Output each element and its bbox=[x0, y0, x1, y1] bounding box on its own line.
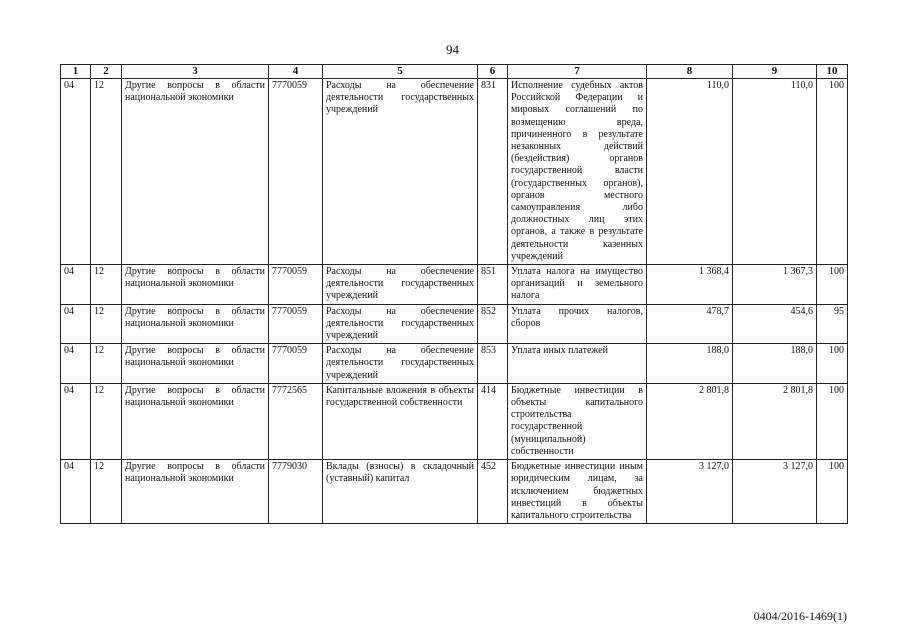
page-number: 94 bbox=[446, 42, 459, 57]
section-name: Другие вопросы в области национальной экономики bbox=[122, 265, 269, 305]
executed-amount: 110,0 bbox=[733, 79, 817, 265]
execution-percent: 100 bbox=[817, 265, 848, 305]
expense-type-code: 452 bbox=[478, 460, 508, 524]
target-article: 7770059 bbox=[269, 265, 323, 305]
execution-percent: 95 bbox=[817, 304, 848, 344]
subsection-code: 12 bbox=[91, 304, 122, 344]
expense-type-name: Исполнение судебных актов Российской Федерации и мировых соглашений по возмещению вреда, причиненного в результате незаконных действий (бездействия) органов государственной власти (государственных органов), органов местного самоуправления либо должностных лиц этих органов, а также в результате деятельности казенных учреждений bbox=[508, 79, 647, 265]
target-article-name: Капитальные вложения в объекты государственной собственности bbox=[323, 383, 478, 459]
target-article: 7770059 bbox=[269, 304, 323, 344]
expense-type-code: 852 bbox=[478, 304, 508, 344]
table-row bbox=[61, 304, 848, 344]
target-article: 7772565 bbox=[269, 383, 323, 459]
section-code: 04 bbox=[61, 304, 91, 344]
execution-percent: 100 bbox=[817, 79, 848, 265]
header-cell: 10 bbox=[817, 65, 848, 79]
subsection-code: 12 bbox=[91, 344, 122, 384]
planned-amount: 188,0 bbox=[647, 344, 733, 384]
target-article-name: Расходы на обеспечение деятельности государственных учреждений bbox=[323, 344, 478, 384]
executed-amount: 3 127,0 bbox=[733, 460, 817, 524]
section-code: 04 bbox=[61, 79, 91, 265]
section-name: Другие вопросы в области национальной экономики bbox=[122, 460, 269, 524]
target-article-name: Расходы на обеспечение деятельности государственных учреждений bbox=[323, 265, 478, 305]
table-row bbox=[61, 79, 848, 265]
header-cell: 4 bbox=[269, 65, 323, 79]
planned-amount: 3 127,0 bbox=[647, 460, 733, 524]
header-cell: 2 bbox=[91, 65, 122, 79]
target-article-name: Вклады (взносы) в складочный (уставный) капитал bbox=[323, 460, 478, 524]
section-code: 04 bbox=[61, 383, 91, 459]
table-row bbox=[61, 265, 848, 305]
section-name: Другие вопросы в области национальной экономики bbox=[122, 79, 269, 265]
header-cell: 6 bbox=[478, 65, 508, 79]
expense-type-code: 831 bbox=[478, 79, 508, 265]
subsection-code: 12 bbox=[91, 79, 122, 265]
target-article: 7770059 bbox=[269, 344, 323, 384]
header-cell: 1 bbox=[61, 65, 91, 79]
table-row bbox=[61, 460, 848, 524]
execution-percent: 100 bbox=[817, 460, 848, 524]
header-cell: 8 bbox=[647, 65, 733, 79]
expense-type-name: Уплата иных платежей bbox=[508, 344, 647, 384]
header-cell: 7 bbox=[508, 65, 647, 79]
planned-amount: 2 801,8 bbox=[647, 383, 733, 459]
header-cell: 5 bbox=[323, 65, 478, 79]
table-row bbox=[61, 344, 848, 384]
executed-amount: 188,0 bbox=[733, 344, 817, 384]
document-code: 0404/2016-1469(1) bbox=[753, 609, 847, 623]
subsection-code: 12 bbox=[91, 265, 122, 305]
executed-amount: 2 801,8 bbox=[733, 383, 817, 459]
section-code: 04 bbox=[61, 344, 91, 384]
subsection-code: 12 bbox=[91, 460, 122, 524]
section-code: 04 bbox=[61, 460, 91, 524]
expense-type-name: Бюджетные инвестиции иным юридическим лицам, за исключением бюджетных инвестиций в объекты капитального строительства bbox=[508, 460, 647, 524]
header-cell: 9 bbox=[733, 65, 817, 79]
expense-type-name: Уплата прочих налогов, сборов bbox=[508, 304, 647, 344]
target-article-name: Расходы на обеспечение деятельности государственных учреждений bbox=[323, 79, 478, 265]
header-row bbox=[61, 65, 848, 79]
execution-percent: 100 bbox=[817, 383, 848, 459]
planned-amount: 478,7 bbox=[647, 304, 733, 344]
executed-amount: 1 367,3 bbox=[733, 265, 817, 305]
section-name: Другие вопросы в области национальной экономики bbox=[122, 344, 269, 384]
expense-type-code: 851 bbox=[478, 265, 508, 305]
expense-type-name: Уплата налога на имущество организаций и земельного налога bbox=[508, 265, 647, 305]
execution-percent: 100 bbox=[817, 344, 848, 384]
subsection-code: 12 bbox=[91, 383, 122, 459]
section-code: 04 bbox=[61, 265, 91, 305]
planned-amount: 110,0 bbox=[647, 79, 733, 265]
executed-amount: 454,6 bbox=[733, 304, 817, 344]
table-row bbox=[61, 383, 848, 459]
section-name: Другие вопросы в области национальной экономики bbox=[122, 383, 269, 459]
expense-type-code: 853 bbox=[478, 344, 508, 384]
target-article: 7770059 bbox=[269, 79, 323, 265]
target-article-name: Расходы на обеспечение деятельности государственных учреждений bbox=[323, 304, 478, 344]
section-name: Другие вопросы в области национальной экономики bbox=[122, 304, 269, 344]
header-cell: 3 bbox=[122, 65, 269, 79]
expense-type-code: 414 bbox=[478, 383, 508, 459]
budget-table bbox=[60, 64, 848, 524]
target-article: 7779030 bbox=[269, 460, 323, 524]
planned-amount: 1 368,4 bbox=[647, 265, 733, 305]
expense-type-name: Бюджетные инвестиции в объекты капитального строительства государственной (муниципальной) собственности bbox=[508, 383, 647, 459]
